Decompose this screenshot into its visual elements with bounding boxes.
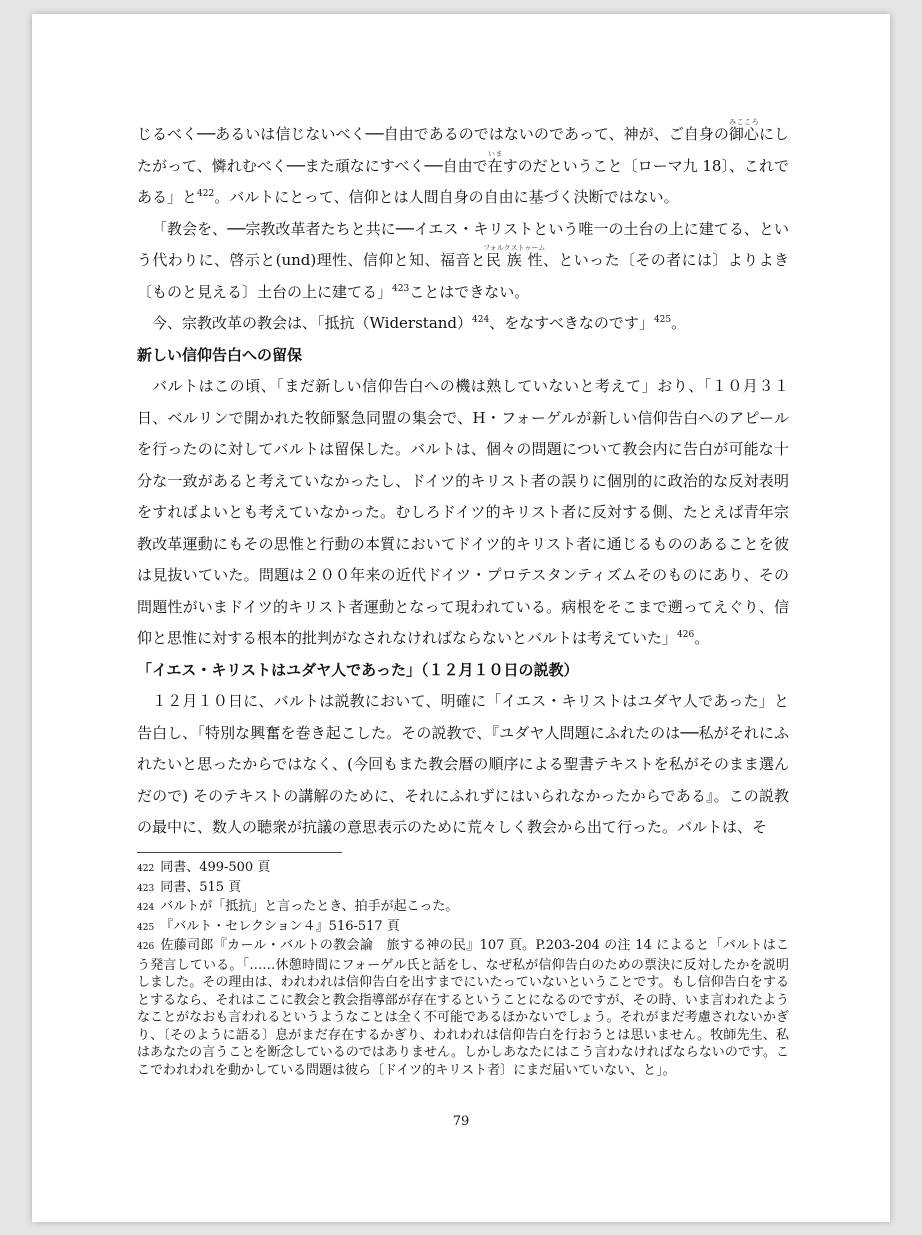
ruby-reading: フォルクストゥーム (483, 244, 546, 252)
footnote-item (137, 859, 789, 879)
paragraph-4 (137, 371, 789, 655)
footnote-number: 426 (137, 942, 155, 952)
ruby-base: 民族性 (483, 251, 546, 269)
ruby-reading: みこころ (728, 118, 759, 126)
page-number: 79 (452, 1114, 470, 1129)
footnote-ref[interactable]: 426 (677, 630, 695, 640)
footnote-item (137, 918, 789, 938)
ruby-text (487, 149, 503, 175)
footnote-ref[interactable]: 423 (392, 283, 410, 294)
ruby-reading: いま (487, 149, 503, 158)
footnote-text: 同書、499-500 頁 (160, 860, 271, 875)
paragraph-3 (137, 308, 789, 340)
footnote-ref[interactable]: 425 (653, 315, 672, 325)
paragraph-1 (137, 118, 789, 214)
ruby-text (483, 244, 546, 269)
text-span: 、といった〔その者には〕よりよき〔ものと見える〕土台の上に建てる」 (137, 251, 789, 301)
footnote-number: 423 (137, 883, 155, 894)
footnote-ref[interactable]: 422 (197, 189, 215, 199)
footnote-text: バルトが「抵抗」と言ったとき、拍手が起こった。 (160, 899, 459, 914)
footnote-number: 424 (137, 903, 155, 913)
text-span: 。 (694, 629, 710, 647)
footnote-item (137, 898, 789, 918)
text-span: じるべく──あるいは信じないべく──自由であるのではないのであって、神が、ご自身の (137, 125, 729, 143)
ruby-base: 在 (487, 156, 503, 175)
footnote-item (137, 879, 789, 899)
text-span: 。バルトにとって、信仰とは人間自身の自由に基づく決断ではない。 (214, 188, 679, 206)
footnote-text: 同書、515 頁 (160, 879, 242, 895)
paragraph-2 (137, 214, 789, 309)
document-page (32, 14, 890, 1222)
text-span: にしたがって、憐れむべく──また頑なにすべく──自由で (137, 125, 789, 175)
footnote-number: 425 (137, 922, 155, 933)
section-heading: 「イエス・キリストはユダヤ人であった」（１２月１０日の説教） (137, 660, 579, 679)
text-span: すのだということ〔ローマ九 18〕、これである」と (137, 156, 789, 206)
footnote-ref[interactable]: 424 (472, 315, 490, 325)
paragraph-5: １２月１０日に、バルトは説教において、明確に「イエス・キリストはユダヤ人であった」と告白し、「特別な興奮を巻き起こした。その説教で、『ユダヤ人問題にふれたのは──私がそれにふれたいと思ったからではなく、(今回もまた教会暦の順序による聖書テキストを私がそのまま選んだので) そのテキストの講解のために、それにふれずにはいられなかったからである』。この説教の最中に、数人の聴衆が抗議の意思表示のために荒々しく教会から出て行った。バルトは、そ (137, 692, 789, 836)
footnote-text: 佐藤司郎『カール・バルトの教会論 旅する神の民』107 頁。P.203-204 の注 14 によると「バルトはこう発言している。「……休憩時間にフォーゲル氏と話をし、なぜ私が信仰告白のための票決に反対したかを説明しました。その理由は、われわれは信仰告白を出すまでにいたっていないということです。もし信仰告白をするとするなら、それはここに教会と教会指導部が存在するということになるのですが、その時、いま言われたようなことがなおも言われるというようなことは全く不可能であるほかないでしょう。それがまだ考慮されないかぎり、〔そのように語る〕息がまだ存在するかぎり、われわれは信仰告白を行おうとは思いません。牧師先生、私はあなたの言うことを断念しているのではありません。しかしあなたにはこう言わなければならないのです。ここでわれわれを動かしている問題は彼ら〔ドイツ的キリスト者〕にまだ届いていない、と」。 (137, 938, 789, 1078)
footnote-text: 『バルト・セレクション４』516-517 頁 (160, 918, 400, 934)
text-span: 今、宗教改革の教会は、「抵抗（Widerstand） (152, 314, 473, 332)
text-span: ことはできない。 (409, 282, 530, 301)
section-heading: 新しい信仰告白への留保 (137, 345, 303, 364)
text-span: 「教会を、──宗教改革者たちと共に──イエス・キリストという唯一の土台の上に建てる、という代わりに、啓示と(und)理性、信仰と知、福音と (137, 219, 789, 269)
text-span: 、をなすべきなのです」 (489, 314, 654, 332)
text-span: 。 (671, 314, 687, 332)
footnote-item (137, 937, 789, 1079)
footnotes (137, 859, 789, 1079)
footnote-number: 422 (137, 864, 155, 874)
ruby-base: 御心 (728, 125, 759, 143)
ruby-text (728, 118, 759, 143)
text-span: バルトはこの頃、「まだ新しい信仰告白への機は熟していないと考えて」おり、「１０月３１日、ベルリンで開かれた牧師緊急同盟の集会で、H・フォーゲルが新しい信仰告白へのアピールを行ったのに対してバルトは留保した。バルトは、個々の問題について教会内に告白が可能な十分な一致があると考えていなかったし、ドイツ的キリスト者の誤りに個別的に政治的な反対表明をすればよいとも考えていなかった。むしろドイツ的キリスト者に反対する側、たとえば青年宗教改革運動にもその思惟と行動の本質においてドイツ的キリスト者に通じるもののあることを彼は見抜いていた。問題は２００年来の近代ドイツ・プロテスタンティズムそのものにあり、その問題性がいまドイツ的キリスト者運動となって現われている。病根をそこまで遡ってえぐり、信仰と思惟に対する根本的批判がなされなければならないとバルトは考えていた」 (137, 377, 789, 647)
footnote-divider (137, 852, 342, 853)
main-text (137, 118, 789, 844)
